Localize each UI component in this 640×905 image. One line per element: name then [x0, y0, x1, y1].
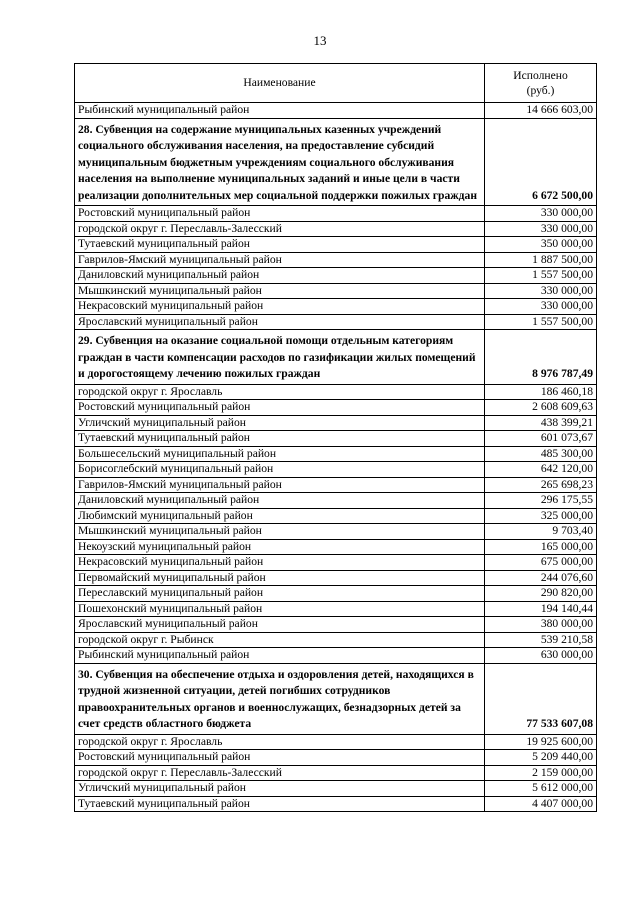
column-header-executed-line2: (руб.): [526, 84, 555, 97]
executed-amount: 9 703,40: [485, 524, 597, 540]
executed-amount: 194 140,44: [485, 601, 597, 617]
executed-amount: 601 073,67: [485, 431, 597, 447]
table-row: [75, 431, 597, 447]
section-title: 29. Субвенция на оказание социальной помощи отдельным категориям граждан в части компенсации расходов по газификации жилых помещений и дорогостоящему лечению пожилых граждан: [75, 330, 485, 385]
municipality-name: Тутаевский муниципальный район: [75, 796, 485, 812]
table-row: [75, 539, 597, 555]
table-row: [75, 765, 597, 781]
executed-amount: 14 666 603,00: [485, 103, 597, 119]
table-row: [75, 314, 597, 330]
municipality-name: Тутаевский муниципальный район: [75, 237, 485, 253]
table-header-row: [75, 64, 597, 103]
executed-amount: 19 925 600,00: [485, 734, 597, 750]
municipality-name: Тутаевский муниципальный район: [75, 431, 485, 447]
executed-amount: 1 887 500,00: [485, 252, 597, 268]
municipality-name: Большесельский муниципальный район: [75, 446, 485, 462]
municipality-name: Любимский муниципальный район: [75, 508, 485, 524]
municipality-name: Переславский муниципальный район: [75, 586, 485, 602]
table-row: [75, 237, 597, 253]
table-row: [75, 750, 597, 766]
municipality-name: Ярославский муниципальный район: [75, 314, 485, 330]
table-row: [75, 268, 597, 284]
municipality-name: Рыбинский муниципальный район: [75, 103, 485, 119]
table-row: [75, 283, 597, 299]
municipality-name: Даниловский муниципальный район: [75, 493, 485, 509]
municipality-name: Даниловский муниципальный район: [75, 268, 485, 284]
municipality-name: Ростовский муниципальный район: [75, 400, 485, 416]
executed-amount: 630 000,00: [485, 648, 597, 664]
section-title: 28. Субвенция на содержание муниципальных казенных учреждений социального обслуживания населения, на предоставление субсидий муниципальным бюджетным учреждениям социального обслуживания населения на выполнение муниципальных заданий и иные цели в части реализации дополнительных мер социальной поддержки пожилых граждан: [75, 118, 485, 206]
column-header-name: Наименование: [75, 64, 485, 103]
executed-amount: 642 120,00: [485, 462, 597, 478]
column-header-executed-line1: Исполнено: [513, 69, 568, 82]
table-row: [75, 299, 597, 315]
table-row: [75, 524, 597, 540]
municipality-name: Мышкинский муниципальный район: [75, 283, 485, 299]
executed-amount: 1 557 500,00: [485, 314, 597, 330]
table-row: [75, 796, 597, 812]
table-row: [75, 384, 597, 400]
executed-amount: 296 175,55: [485, 493, 597, 509]
table-row: [75, 252, 597, 268]
table-row: [75, 415, 597, 431]
table-row: [75, 477, 597, 493]
table-row: [75, 570, 597, 586]
executed-amount: 5 612 000,00: [485, 781, 597, 797]
municipality-name: городской округ г. Ярославль: [75, 384, 485, 400]
executed-amount: 380 000,00: [485, 617, 597, 633]
executed-amount: 2 159 000,00: [485, 765, 597, 781]
executed-amount: 350 000,00: [485, 237, 597, 253]
municipality-name: Гаврилов-Ямский муниципальный район: [75, 477, 485, 493]
executed-amount: 2 608 609,63: [485, 400, 597, 416]
executed-amount: 1 557 500,00: [485, 268, 597, 284]
table-row: [75, 648, 597, 664]
municipality-name: Ярославский муниципальный район: [75, 617, 485, 633]
executed-amount: 165 000,00: [485, 539, 597, 555]
section-title: 30. Субвенция на обеспечение отдыха и оздоровления детей, находящихся в трудной жизненной ситуации, детей погибших сотрудников правоохранительных органов и военнослужащих, безнадзорных детей за счет средств областного бюджета: [75, 663, 485, 734]
municipality-name: Ростовский муниципальный район: [75, 206, 485, 222]
municipality-name: Некоузский муниципальный район: [75, 539, 485, 555]
executed-amount: 4 407 000,00: [485, 796, 597, 812]
municipality-name: Борисоглебский муниципальный район: [75, 462, 485, 478]
table-row: [75, 206, 597, 222]
table-row: [75, 400, 597, 416]
table-row: [75, 493, 597, 509]
table-row: [75, 555, 597, 571]
municipality-name: Некрасовский муниципальный район: [75, 555, 485, 571]
executed-amount: 330 000,00: [485, 221, 597, 237]
section-total: 6 672 500,00: [485, 118, 597, 206]
municipality-name: городской округ г. Переславль-Залесский: [75, 221, 485, 237]
table-row: [75, 601, 597, 617]
executed-amount: 290 820,00: [485, 586, 597, 602]
executed-amount: 330 000,00: [485, 206, 597, 222]
table-row: [75, 781, 597, 797]
executed-amount: 330 000,00: [485, 299, 597, 315]
table-row: [75, 103, 597, 119]
executed-amount: 485 300,00: [485, 446, 597, 462]
executed-amount: 438 399,21: [485, 415, 597, 431]
municipality-name: Первомайский муниципальный район: [75, 570, 485, 586]
table-row: [75, 617, 597, 633]
section-row: [75, 330, 597, 385]
municipality-name: Гаврилов-Ямский муниципальный район: [75, 252, 485, 268]
executed-amount: 244 076,60: [485, 570, 597, 586]
executed-amount: 675 000,00: [485, 555, 597, 571]
municipality-name: Угличский муниципальный район: [75, 781, 485, 797]
executed-amount: 186 460,18: [485, 384, 597, 400]
executed-amount: 325 000,00: [485, 508, 597, 524]
municipality-name: городской округ г. Ярославль: [75, 734, 485, 750]
section-total: 8 976 787,49: [485, 330, 597, 385]
expenditure-table: [74, 63, 597, 812]
section-row: [75, 663, 597, 734]
municipality-name: Рыбинский муниципальный район: [75, 648, 485, 664]
table-body: [75, 103, 597, 812]
executed-amount: 330 000,00: [485, 283, 597, 299]
executed-amount: 265 698,23: [485, 477, 597, 493]
table-row: [75, 734, 597, 750]
table-row: [75, 462, 597, 478]
municipality-name: городской округ г. Переславль-Залесский: [75, 765, 485, 781]
municipality-name: Мышкинский муниципальный район: [75, 524, 485, 540]
column-header-executed: [485, 64, 597, 103]
table-row: [75, 586, 597, 602]
executed-amount: 539 210,58: [485, 632, 597, 648]
table-row: [75, 632, 597, 648]
table-row: [75, 446, 597, 462]
page-number: 13: [313, 33, 327, 48]
municipality-name: Ростовский муниципальный район: [75, 750, 485, 766]
table-row: [75, 221, 597, 237]
table-row: [75, 508, 597, 524]
section-total: 77 533 607,08: [485, 663, 597, 734]
municipality-name: Пошехонский муниципальный район: [75, 601, 485, 617]
municipality-name: Некрасовский муниципальный район: [75, 299, 485, 315]
municipality-name: городской округ г. Рыбинск: [75, 632, 485, 648]
executed-amount: 5 209 440,00: [485, 750, 597, 766]
municipality-name: Угличский муниципальный район: [75, 415, 485, 431]
section-row: [75, 118, 597, 206]
